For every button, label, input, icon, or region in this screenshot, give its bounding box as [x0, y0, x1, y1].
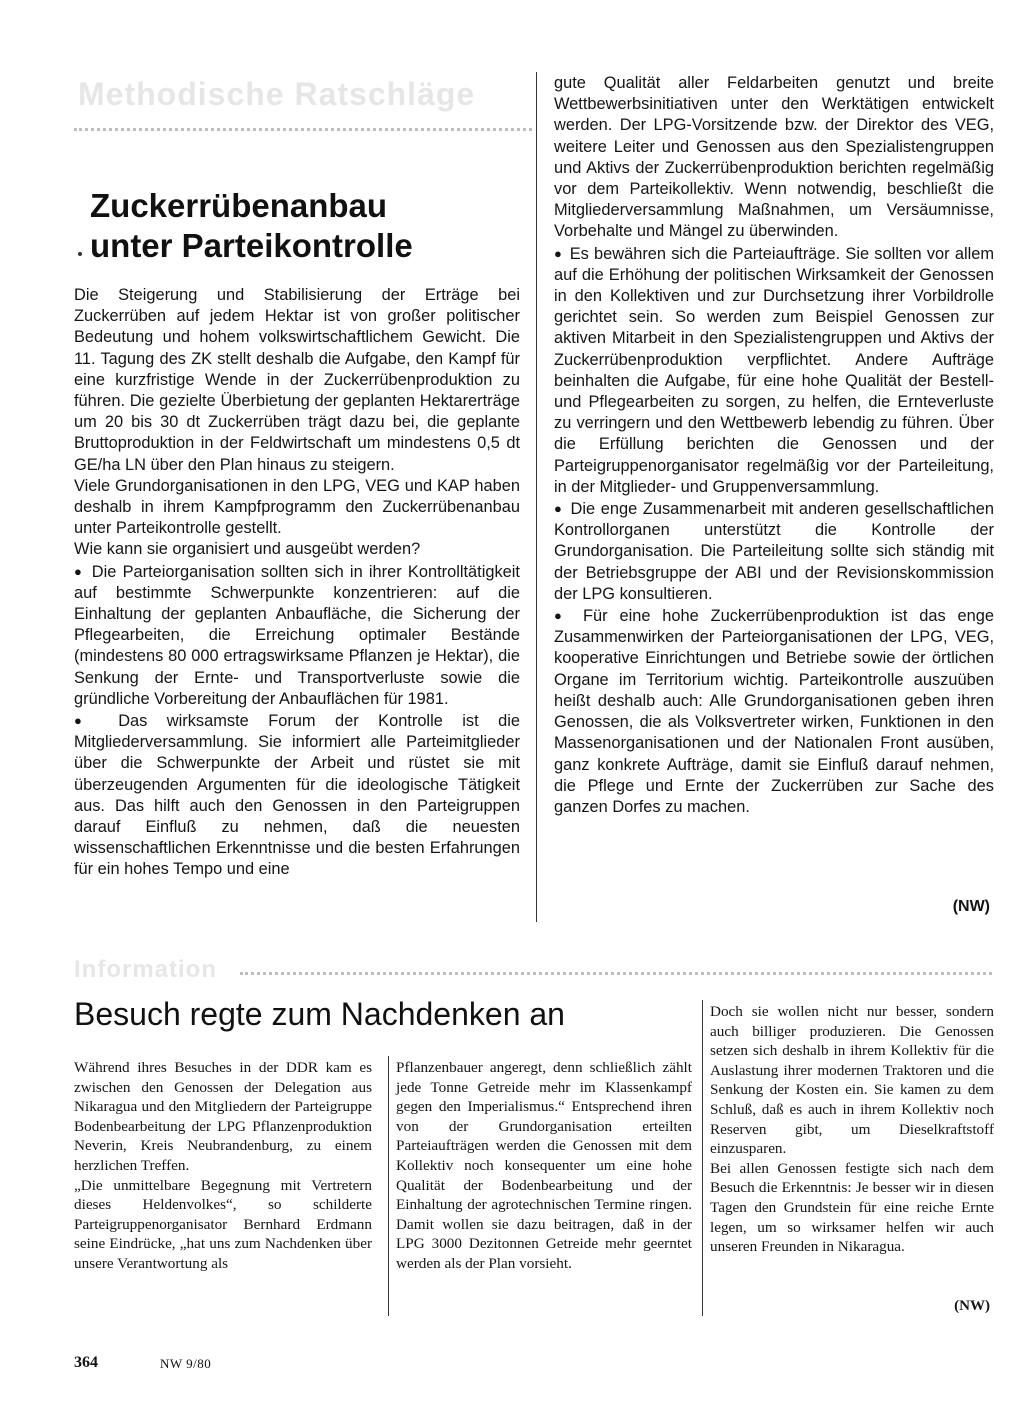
bullet-text: Die Parteiorganisation sollten sich in ihrer Kontrolltätigkeit auf bestimmte Schwerpunkte konzentrieren: auf die Einhaltung der geplanten Anbaufläche, die Sicherung der Pflegearbeiten, die Erreichung optimaler Bestände (mindestens 80 000 ertragswirksame Pflanzen je Hektar), die Senkung der Ernte- und Transportverluste sowie die gründliche Vorbereitung der Anbauflächen für 1981.: [74, 562, 520, 708]
bullet-paragraph: [74, 561, 520, 710]
section-label-methodische-ratschlaege: Methodische Ratschläge: [78, 76, 476, 112]
section-rule-information: [240, 972, 992, 975]
column-divider-bottom-2: [702, 1000, 703, 1316]
bullet-paragraph: [74, 710, 520, 881]
bullet-icon: ●: [554, 608, 570, 624]
headline-line-1: Zuckerrübenanbau: [90, 187, 388, 224]
paragraph: Während ihres Besuches in der DDR kam es zwischen den Genossen der Delegation aus Nikaragua und den Mitgliedern der Parteigruppe Bodenbearbeitung der LPG Pflanzenproduktion Neverin, Kreis Neubrandenburg, zu einem herzlichen Treffen.: [74, 1059, 372, 1174]
article-left-column: [74, 285, 520, 881]
section-label-information: Information: [74, 956, 217, 983]
paragraph: Viele Grundorganisationen in den LPG, VEG und KAP haben deshalb in ihrem Kampfprogramm den Zuckerrübenanbau unter Parteikontrolle gestellt.: [74, 476, 520, 538]
bullet-text: Das wirksamste Forum der Kontrolle ist die Mitgliederversammlung. Sie informiert alle Parteimitglieder über die Schwerpunkte der Arbeit und rüstet sie mit überzeugenden Argumenten für die ideologische Tätigkeit aus. Das hilft auch den Genossen in den Parteigruppen darauf Einfluß zu nehmen, daß die neuesten wissenschaftlichen Erkenntnisse und die besten Erfahrungen für ein hohes Tempo und eine: [74, 712, 520, 879]
article-headline: [90, 186, 530, 266]
paragraph: Die Steigerung und Stabilisierung der Erträge bei Zuckerrüben auf jedem Hektar ist von großer politischer Bedeutung und hohem volkswirtschaftlichem Gewicht. Die 11. Tagung des ZK stellt deshalb die Aufgabe, den Kampf für eine kurzfristige Wende in der Zuckerrübenproduktion zu führen. Die gezielte Überbietung der geplanten Hektarerträge um 20 bis 30 dt Zuckerrüben trägt dazu bei, die geplante Bruttoproduktion in der Feldwirtschaft um mindestens 0,5 dt GE/ha LN über den Plan hinaus zu steigern.: [74, 286, 520, 474]
print-speck: [78, 252, 82, 256]
bullet-paragraph: [554, 605, 994, 818]
bullet-icon: ●: [554, 501, 563, 517]
paragraph: Bei allen Genossen festigte sich nach dem Besuch die Erkenntnis: Je besser wir in diesen Tagen den Grundstein für eine reiche Ernte legen, um so wirksamer helfen wir auch unseren Freunden in Nikaragua.: [710, 1159, 994, 1256]
page-number: 364: [74, 1354, 98, 1371]
paragraph: Pflanzenbauer angeregt, denn schließlich zählt jede Tonne Getreide mehr im Klassenkampf gegen den Imperialismus.“ Entsprechend ihren von der Grundorganisation erteilten Parteiaufträgen werden die Genossen mit dem Kollektiv noch konsequenter um eine hohe Qualität der Bodenbearbeitung und der Einhaltung der agrotechnischen Termine ringen. Damit wollen sie dazu beitragen, daß in der LPG 3000 Dezitonnen Getreide mehr geerntet werden als der Plan vorsieht.: [396, 1059, 692, 1272]
column-divider-main: [536, 72, 537, 922]
bullet-paragraph: [554, 243, 994, 498]
headline-line-2: unter Parteikontrolle: [90, 227, 413, 264]
author-signature: (NW): [952, 898, 990, 915]
paragraph: Doch sie wollen nicht nur besser, sondern auch billiger produzieren. Die Genossen setzen sich deshalb in ihrem Kollektiv für die Auslastung ihrer modernen Traktoren und die Senkung der Kosten ein. Sie kamen zu dem Schluß, daß es auch in ihrem Kollektiv noch Reserven gibt, um Dieselkraftstoff einzusparen.: [710, 1003, 994, 1158]
article2-column-3: [710, 1002, 994, 1257]
bullet-text: Die enge Zusammenarbeit mit anderen gesellschaftlichen Kontrollorganen unterstützt die Kontrolle der Grundorganisation. Die Parteileitung sollte sich ständig mit der Betriebsgruppe der ABI und der Revisionskommission der LPG konsultieren.: [554, 500, 995, 603]
article2-column-1: [74, 1058, 372, 1274]
section-rule-top: [74, 128, 532, 131]
bullet-paragraph: [554, 498, 994, 605]
paragraph: „Die unmittelbare Begegnung mit Vertretern dieses Heldenvolkes“, so schilderte Parteigruppenorganisator Bernhard Erdmann seine Eindrücke, „hat uns zum Nachdenken über unsere Verantwortung als: [74, 1176, 372, 1272]
article-headline-2: Besuch regte zum Nachdenken an: [74, 996, 565, 1032]
author-signature-2: (NW): [954, 1298, 990, 1314]
bullet-icon: ●: [554, 245, 563, 261]
bullet-icon: ●: [74, 713, 97, 729]
bullet-text: Für eine hohe Zuckerrübenproduktion ist das enge Zusammenwirken der Parteiorganisationen der LPG, VEG, kooperative Einrichtungen und Betriebe sowie der örtlichen Organe im Territorium wichtig. Parteikontrolle auszuüben heißt deshalb auch: Alle Grundorganisationen geben ihren Genossen, die als Volksvertreter wirken, Funktionen in den Massenorganisationen und der Nationalen Front ausüben, ganz konkrete Aufträge, damit sie Einfluß darauf nehmen, die Pflege und Ernte der Zuckerrüben zur Sache des ganzen Dorfes zu machen.: [554, 607, 994, 816]
article-right-column: [554, 73, 994, 818]
article2-column-2: [396, 1058, 692, 1274]
column-divider-bottom-1: [388, 1056, 389, 1316]
issue-label: NW 9/80: [160, 1356, 212, 1371]
bullet-icon: ●: [74, 563, 84, 579]
paragraph: Wie kann sie organisiert und ausgeübt werden?: [74, 540, 421, 559]
bullet-text: Es bewähren sich die Parteiaufträge. Sie sollten vor allem auf die Erhöhung der politischen Wirksamkeit der Genossen in den Kollektiven und zur Durchsetzung ihrer Vorbildrolle gerichtet sein. So werden zum Beispiel Genossen zur aktiven Mitarbeit in den Spezialistengruppen und Aktivs der Zuckerrübenproduktion verpflichtet. Andere Aufträge beinhalten die Aufgabe, für eine hohe Qualität der Bestell- und Pflegearbeiten zu sorgen, zu helfen, die Ernteverluste zu verringern und den Wettbewerb lebendig zu führen. Über die Erfüllung berichten die Genossen und der Parteigruppenorganisator regelmäßig vor der Parteileitung, in der Mitglieder- und Gruppenversammlung.: [554, 244, 994, 496]
paragraph: gute Qualität aller Feldarbeiten genutzt und breite Wettbewerbsinitiativen unter den Werktätigen entwickelt werden. Der LPG-Vorsitzende bzw. der Direktor des VEG, weitere Leiter und Genossen aus den Spezialistengruppen und Aktivs der Zuckerrübenproduktion berichten regelmäßig vor dem Parteikollektiv. Wenn notwendig, beschließt die Mitgliederversammlung Maßnahmen, um Versäumnisse, Vorbehalte und Mängel zu überwinden.: [554, 74, 994, 241]
